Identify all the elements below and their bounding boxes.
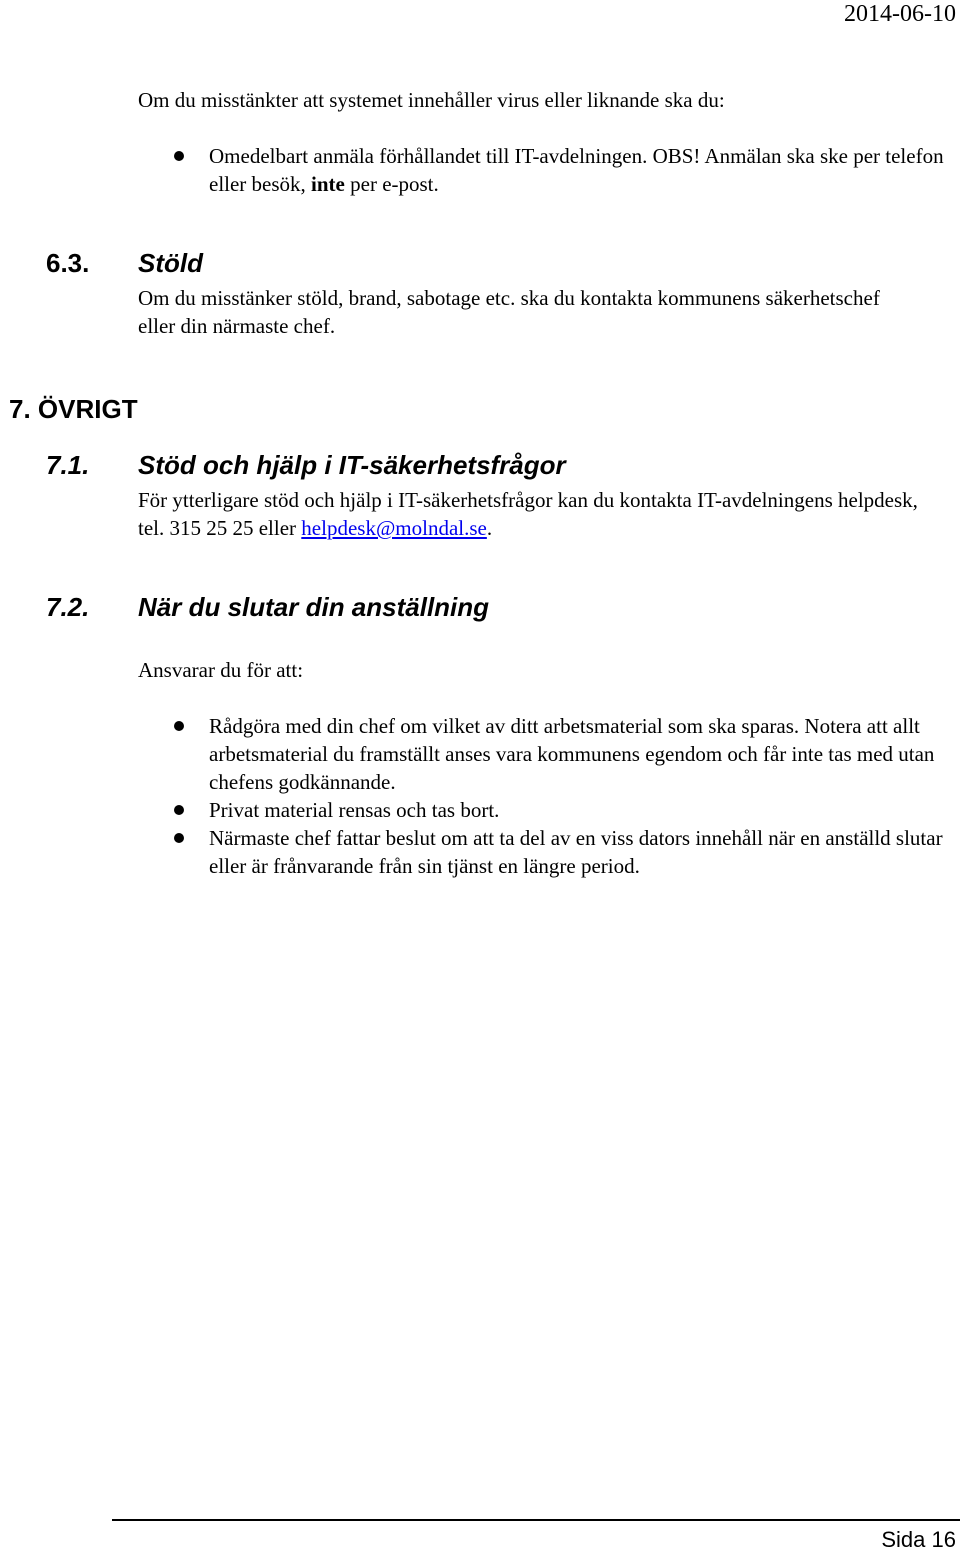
section-heading-6-3 [46, 247, 203, 279]
list-item [138, 142, 948, 198]
paragraph-text: För ytterligare stöd och hjälp i IT-säkerhetsfrågor kan du kontakta IT-avdelningens helpdesk, tel. 315 25 25 eller [138, 488, 918, 540]
list-item [138, 712, 948, 796]
bullet-icon [174, 721, 184, 731]
section-title: Stöd och hjälp i IT-säkerhetsfrågor [138, 450, 566, 480]
section-7-2-bullet-list [138, 712, 948, 880]
section-number: 7.1. [46, 450, 90, 480]
section-title: När du slutar din anställning [138, 592, 490, 622]
helpdesk-email-link[interactable]: helpdesk@molndal.se [301, 516, 487, 540]
section-heading-7-2 [46, 591, 489, 623]
section-7-1-paragraph [138, 486, 938, 542]
section-title: ÖVRIGT [37, 394, 138, 424]
paragraph-text-end: . [486, 516, 493, 540]
page-number: Sida 16 [881, 1527, 956, 1552]
section-number: 6.3. [46, 248, 90, 278]
footer-divider [112, 1519, 960, 1521]
bullet-text-end: per e-post. [344, 172, 439, 196]
bullet-text: Omedelbart anmäla förhållandet till IT-avdelningen. OBS! Anmälan ska ske per telefon eller besök, [209, 144, 944, 196]
bullet-text: Rådgöra med din chef om vilket av ditt arbetsmaterial som ska sparas. Notera att allt arbetsmaterial du framställt anses vara kommunens egendom och får inte tas med utan chefens godkännande. [209, 714, 935, 794]
header-date: 2014-06-10 [844, 1, 956, 27]
section-heading-7 [9, 393, 138, 425]
bullet-bold-text: inte [311, 172, 345, 196]
list-item [138, 796, 948, 824]
section-heading-7-1 [46, 449, 566, 481]
list-item [138, 824, 948, 880]
intro-bullet-list [138, 142, 948, 198]
section-number: 7.2. [46, 592, 90, 622]
bullet-text: Privat material rensas och tas bort. [209, 798, 500, 822]
section-title: Stöld [138, 248, 203, 278]
section-number: 7. [9, 394, 31, 424]
intro-paragraph: Om du misstänkter att systemet innehåller virus eller liknande ska du: [138, 88, 725, 112]
section-6-3-paragraph: Om du misstänker stöld, brand, sabotage etc. ska du kontakta kommunens säkerhetschef eller din närmaste chef. [138, 286, 880, 338]
bullet-icon [174, 805, 184, 815]
section-7-2-intro: Ansvarar du för att: [138, 658, 304, 682]
bullet-icon [174, 151, 184, 161]
bullet-text: Närmaste chef fattar beslut om att ta del av en viss dators innehåll när en anställd slutar eller är frånvarande från sin tjänst en längre period. [209, 826, 943, 878]
bullet-icon [174, 833, 184, 843]
